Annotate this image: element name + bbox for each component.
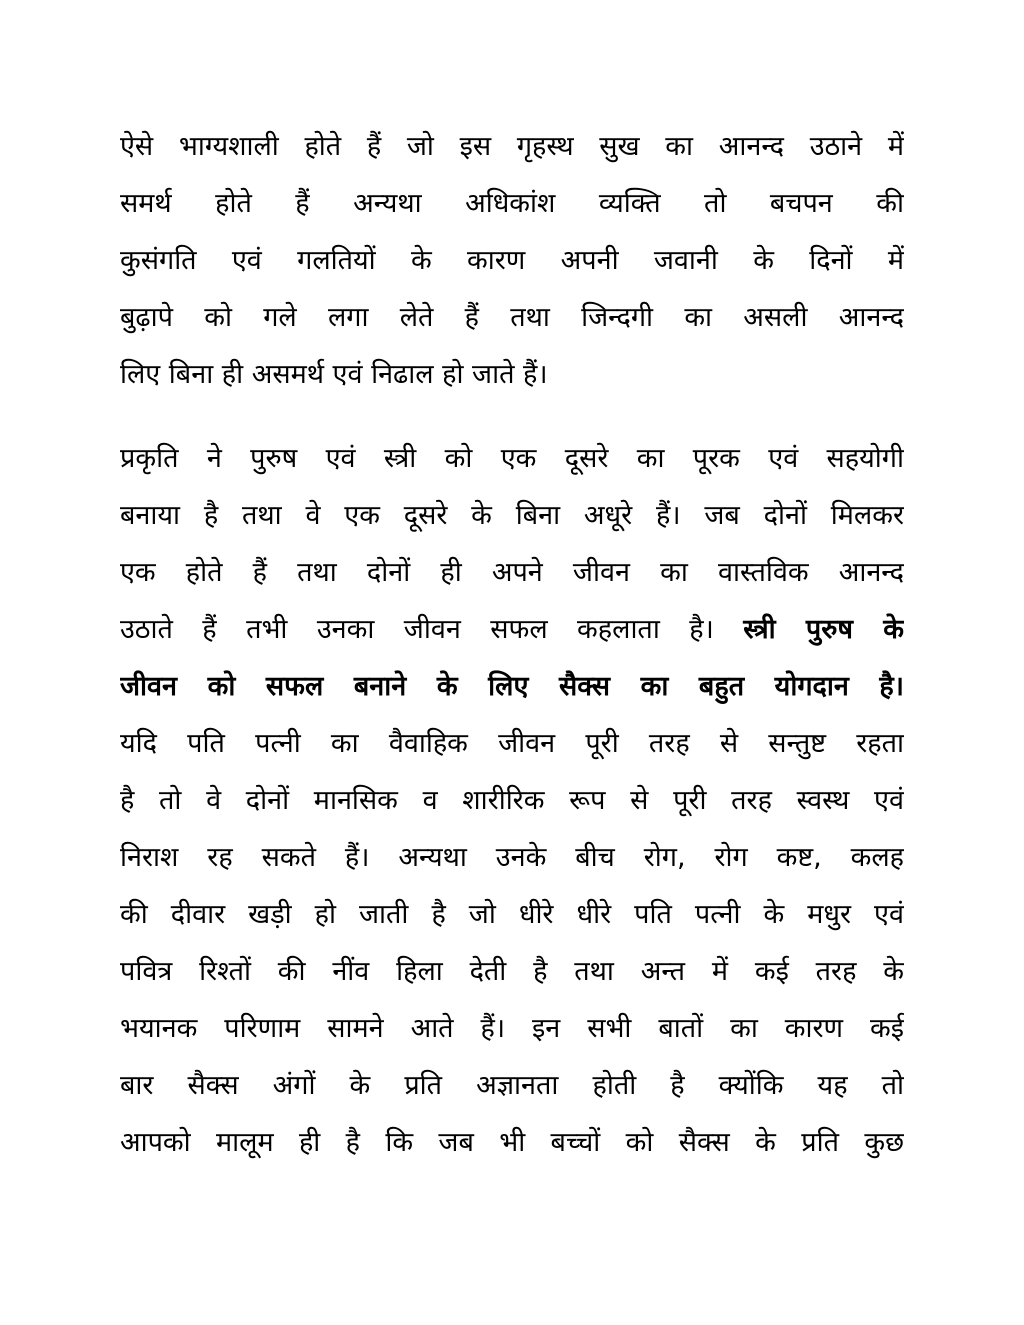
text-line: प्रकृति ने पुरुष एवं स्त्री को एक दूसरे का पूरक एवं सहयोगी [120,443,904,474]
text-line: एक होते हैं तथा दोनों ही अपने जीवन का वास्तविक आनन्द [120,557,904,588]
text-line: निराश रह सकते हैं। अन्यथा उनके बीच रोग, रोग कष्ट, कलह [120,842,904,873]
bold-text-line: जीवन को सफल बनाने के लिए सैक्स का बहुत योगदान है। [120,671,904,702]
paragraph-1 [120,118,904,403]
text-line: यदि पति पत्नी का वैवाहिक जीवन पूरी तरह से सन्तुष्ट रहता [120,728,904,759]
text-fragment: उठाते हैं तभी उनका जीवन सफल कहलाता है। [120,614,714,645]
text-line: बार सैक्स अंगों के प्रति अज्ञानता होती है क्योंकि यह तो [120,1070,904,1101]
text-line: कुसंगति एवं गलतियों के कारण अपनी जवानी के दिनों में [120,245,904,276]
text-line: है तो वे दोनों मानसिक व शारीरिक रूप से पूरी तरह स्वस्थ एवं [120,785,904,816]
text-line: बुढ़ापे को गले लगा लेते हैं तथा जिन्दगी का असली आनन्द [120,302,904,333]
text-line: बनाया है तथा वे एक दूसरे के बिना अधूरे हैं। जब दोनों मिलकर [120,500,904,531]
text-line: की दीवार खड़ी हो जाती है जो धीरे धीरे पति पत्नी के मधुर एवं [120,899,904,930]
text-line: ऐसे भाग्यशाली होते हैं जो इस गृहस्थ सुख का आनन्द उठाने में [120,131,904,162]
text-line: पवित्र रिश्तों की नींव हिला देती है तथा अन्त में कई तरह के [120,956,904,987]
text-line-with-bold [120,601,904,658]
bold-text-fragment: स्त्री पुरुष के [743,614,904,645]
text-line: लिए बिना ही असमर्थ एवं निढाल हो जाते हैं। [120,359,548,390]
text-line: भयानक परिणाम सामने आते हैं। इन सभी बातों का कारण कई [120,1013,904,1044]
paragraph-2 [120,430,904,1171]
text-line: आपको मालूम ही है कि जब भी बच्चों को सैक्स के प्रति कुछ [120,1127,904,1158]
text-line: समर्थ होते हैं अन्यथा अधिकांश व्यक्ति तो बचपन की [120,188,904,219]
